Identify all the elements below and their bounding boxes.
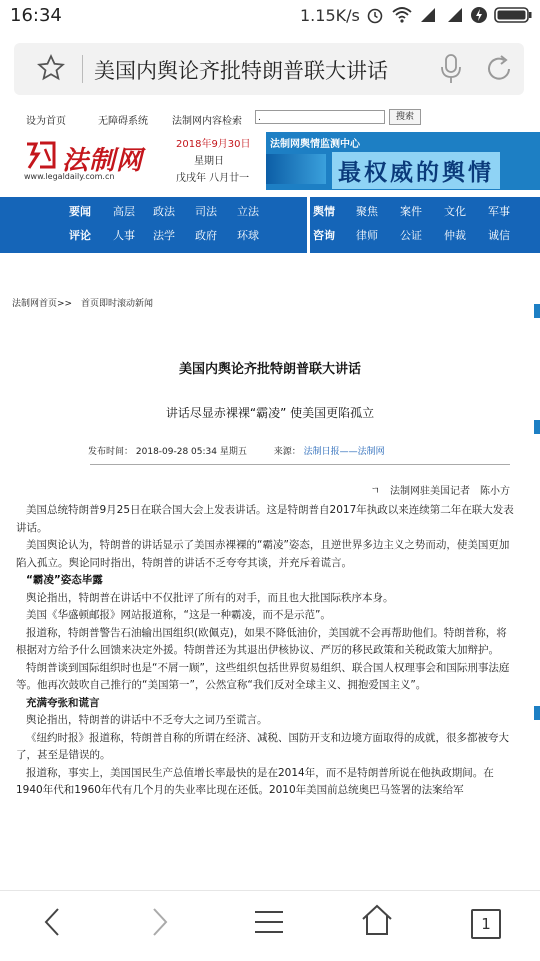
- reload-icon[interactable]: [484, 53, 514, 85]
- side-marker-3: [534, 706, 540, 720]
- article-byline: ㄱ 法制网驻美国记者 陈小方: [370, 486, 510, 497]
- banner-top-text: 法制网舆情监测中心: [270, 139, 360, 150]
- nav-zixun[interactable]: 咨询: [313, 229, 335, 242]
- nav-wenhua[interactable]: 文化: [444, 205, 466, 218]
- article-subheading: 充满夸张和谎言: [26, 696, 100, 709]
- date-box: [176, 136, 251, 187]
- meta-divider: [90, 464, 510, 465]
- nav-anjian[interactable]: 案件: [400, 205, 422, 218]
- site-top-links: [0, 108, 540, 130]
- nav-lifa[interactable]: 立法: [237, 205, 259, 218]
- alarm-icon: [366, 6, 384, 24]
- breadcrumb-current[interactable]: 首页即时滚动新闻: [80, 299, 153, 309]
- publish-weekday: 星期五: [219, 447, 247, 457]
- site-search-button[interactable]: 搜索: [389, 109, 421, 125]
- article-meta: [88, 444, 385, 457]
- source-label: 来源：: [273, 447, 301, 457]
- browser-bottom-bar: [0, 890, 540, 961]
- date-lunar: 戊戌年 八月廿一: [176, 173, 250, 184]
- menu-icon[interactable]: [253, 907, 285, 937]
- byline-marker-icon: ㄱ: [370, 486, 380, 497]
- logo-name: 法制网: [62, 146, 144, 176]
- logo-mark-icon: [24, 140, 60, 170]
- network-speed: 1.15K/s: [300, 6, 360, 25]
- side-marker-2: [534, 420, 540, 434]
- battery-icon: [494, 7, 532, 23]
- site-logo[interactable]: [24, 140, 144, 180]
- main-nav: [0, 197, 540, 253]
- status-time: 16:34: [10, 5, 62, 26]
- link-content-search[interactable]: 法制网内容检索: [172, 116, 242, 127]
- forward-icon[interactable]: [146, 907, 172, 937]
- nav-sifa[interactable]: 司法: [195, 205, 217, 218]
- nav-huanqiu[interactable]: 环球: [237, 229, 259, 242]
- article-headline: 美国内舆论齐批特朗普联大讲话: [178, 362, 361, 377]
- article-paragraph: 美国总统特朗普9月25日在联合国大会上发表讲话。这是特朗普自2017年执政以来连续第二年在联大发表讲话。: [16, 504, 514, 534]
- bookmark-star-icon[interactable]: [36, 53, 66, 83]
- publish-label: 发布时间：: [88, 447, 134, 457]
- date-weekday: 星期日: [194, 156, 224, 167]
- tab-count-button[interactable]: 1: [471, 909, 501, 939]
- nav-zhongcai[interactable]: 仲裁: [444, 229, 466, 242]
- signal-icon-2: [446, 6, 464, 24]
- article-subheadline: 讲话尽显赤裸裸“霸凌” 使美国更陷孤立: [165, 406, 375, 420]
- article-paragraph: 报道称，特朗普警告石油输出国组织(欧佩克)，如果不降低油价，美国就不会再帮助他们。特朗普称，将根据对方给予什么回馈来决定外援。特朗普还为其退出伊核协议、严厉的移民政策和关税政策大加辩护。: [16, 626, 507, 656]
- wifi-icon: [392, 6, 412, 24]
- publish-time: 2018-09-28 05:34: [135, 447, 217, 457]
- status-bar: [0, 0, 540, 32]
- source-link[interactable]: 法制日报——法制网: [303, 447, 385, 457]
- nav-lvshi[interactable]: 律师: [356, 229, 378, 242]
- nav-renshi[interactable]: 人事: [113, 229, 135, 242]
- nav-junshi[interactable]: 军事: [488, 205, 510, 218]
- logo-url: www.legaldaily.com.cn: [24, 172, 115, 181]
- microphone-icon[interactable]: [438, 53, 464, 85]
- banner-strip: [266, 154, 326, 184]
- url-box[interactable]: [14, 43, 524, 95]
- nav-gongzheng[interactable]: 公证: [400, 229, 422, 242]
- article-paragraph: 《纽约时报》报道称，特朗普自称的所谓在经济、减税、国防开支和边境方面取得的成就，很多都被夸大了，甚至是错误的。: [16, 731, 509, 761]
- nav-pinglun[interactable]: 评论: [69, 229, 91, 242]
- nav-zhengfa[interactable]: 政法: [153, 205, 175, 218]
- article-paragraph: 舆论指出，特朗普的讲话中不乏夸大之词乃至谎言。: [26, 714, 268, 726]
- nav-yaowen[interactable]: 要闻: [69, 205, 91, 218]
- nav-chengxin[interactable]: 诚信: [488, 229, 510, 242]
- nav-divider: [307, 197, 310, 253]
- address-separator: [82, 55, 83, 83]
- browser-address-bar: [0, 32, 540, 108]
- article-paragraph: 舆论指出，特朗普在讲话中不仅批评了所有的对手，而且也大批国际秩序本身。: [26, 591, 394, 604]
- signal-icon: [419, 6, 437, 24]
- nav-zhengfu[interactable]: 政府: [195, 229, 217, 242]
- breadcrumb: [12, 296, 159, 309]
- charging-icon: [470, 6, 488, 24]
- article-paragraph: 报道称，事实上，美国国民生产总值增长率最快的是在2014年，而不是特朗普所说在他执政期间。在1940年代和1960年代有几个月的失业率比现在还低。2010年美国前总统奥巴马签署的法案给军: [16, 766, 494, 796]
- sentiment-banner[interactable]: [266, 132, 540, 190]
- nav-jujiao[interactable]: 聚焦: [356, 205, 378, 218]
- nav-faxue[interactable]: 法学: [153, 229, 175, 242]
- article-body: [16, 502, 516, 800]
- back-icon[interactable]: [40, 907, 66, 937]
- side-marker: [534, 304, 540, 318]
- article-paragraph: 特朗普谈到国际组织时也是“不屑一顾”，这些组织包括世界贸易组织、联合国人权理事会和国际刑事法庭等。他再次鼓吹自己推行的“美国第一”，公然宣称“我们反对全球主义、拥抱爱国主义”。: [16, 661, 510, 691]
- date-gregorian: 2018年9月30日: [176, 139, 251, 150]
- article-paragraph: 美国舆论认为，特朗普的讲话显示了美国赤裸裸的“霸凌”姿态，且逆世界多边主义之势而动，使美国更加陷入孤立。舆论同时指出，特朗普的讲话不乏夸夸其谈，并充斥着谎言。: [16, 539, 510, 569]
- site-search-input[interactable]: .: [255, 110, 385, 124]
- banner-main-text: 最权威的舆情: [332, 152, 500, 189]
- link-set-homepage[interactable]: 设为首页: [26, 116, 66, 127]
- nav-gaoceng[interactable]: 高层: [113, 205, 135, 218]
- page-title-in-address[interactable]: 美国内舆论齐批特朗普联大讲话: [94, 59, 388, 83]
- breadcrumb-home[interactable]: 法制网首页>>: [12, 299, 73, 309]
- article-subheading: “霸凌”姿态毕露: [26, 574, 103, 586]
- home-icon[interactable]: [360, 903, 394, 937]
- nav-yuqing[interactable]: 舆情: [313, 205, 335, 218]
- link-accessibility[interactable]: 无障碍系统: [98, 116, 148, 127]
- article-paragraph: 美国《华盛顿邮报》网站报道称，“这是一种霸凌，而不是示范”。: [26, 609, 331, 621]
